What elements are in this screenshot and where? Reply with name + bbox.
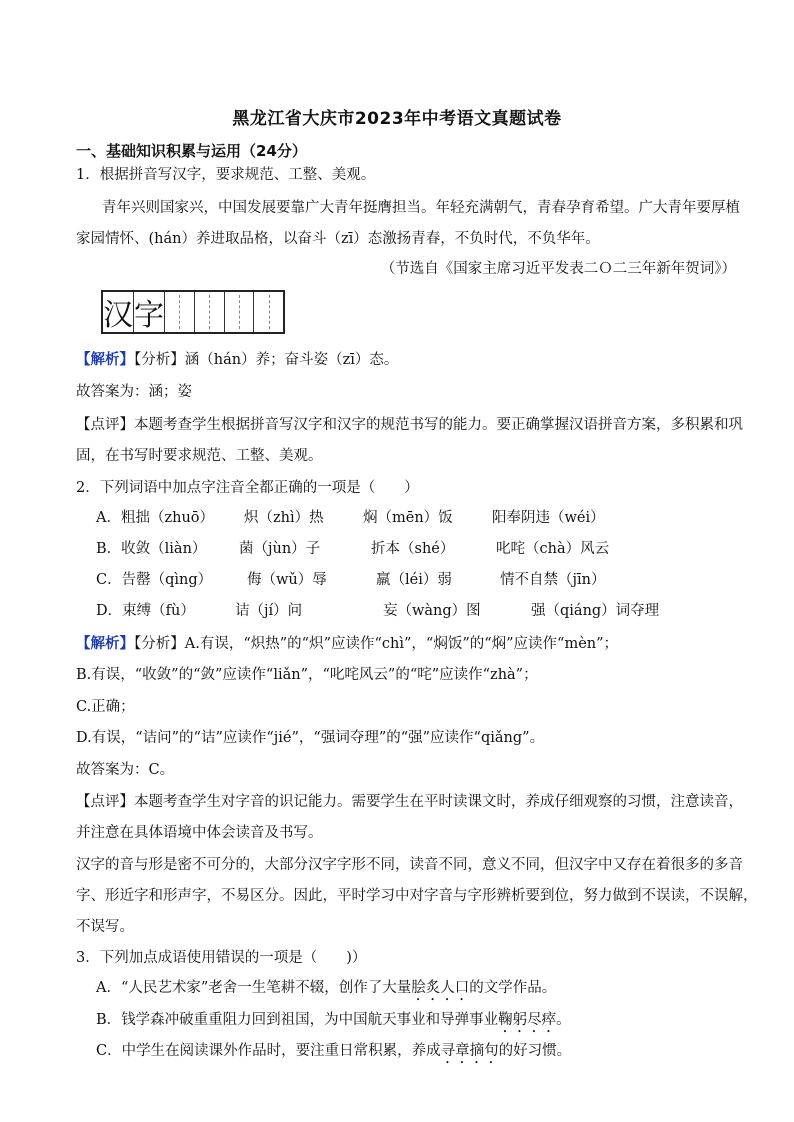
writing-grid [101,290,285,334]
grid-cell [225,292,255,332]
option-item: B．收敛（liàn） [96,541,207,557]
dotted-idiom: 寻章摘句 [440,1043,499,1059]
analysis-tag: 【解析】 [76,635,134,652]
analysis-tag: 【解析】 [76,351,134,368]
option-item: 焖（mēn）饭 [363,510,453,526]
option-text: A．“人民艺术家”老舍一生笔耕不辍，创作了大量 [96,980,412,996]
comment-text: 本题考查学生对字音的识记能力。需要学生在平时读课文时，养成仔细观察的习惯，注意读音， [134,794,743,810]
q2-analysis-line-2: B.有误，“收敛”的“敛”应读作“liǎn”，“叱咤风云”的“咤”应读作“zhà”； [76,667,538,683]
q1-stem: 1．根据拼音写汉字，要求规范、工整、美观。 [76,167,376,183]
grid-cell: 字 [134,292,165,332]
comment-text: 本题考查学生根据拼音写汉字和汉字的规范书写的能力。要正确掌握汉语拼音方案，多积累和巩 [134,417,743,433]
option-item: D．束缚（fù） [96,603,195,619]
comment-tag: 【点评】 [76,794,134,810]
option-item: 强（qiáng）词夺理 [531,603,660,619]
q1-answer: 故答案为：涵；姿 [76,384,192,400]
option-item: 妄（wàng）图 [383,603,481,619]
option-item: 菌（jùn）子 [239,541,321,557]
q1-passage-line-2: 家园情怀、(hán）养进取品格，以奋斗（zī）态激扬青春，不负时代，不负华年。 [76,231,600,247]
q2-comment-line-1 [76,792,743,812]
option-text: 的文学作品。 [469,980,557,996]
q2-comment-line-5: 不误写。 [76,919,134,935]
dotted-idiom: 脍炙人口 [411,980,470,996]
option-item: A．粗拙（zhuō） [96,510,215,526]
q2-analysis-line-1 [76,634,618,654]
analysis-text: 【分析】涵（hán）养；奋斗姿（zī）态。 [134,352,399,368]
option-text: 。 [556,1012,571,1028]
q2-stem: 2．下列词语中加点字注音全都正确的一项是（ ） [76,480,419,496]
q2-analysis-line-4: D.有误，“诘问”的“诘”应读作“jié”，“强词夺理”的“强”应读作“qiǎng”。 [76,730,545,746]
q3-option-c [96,1041,571,1067]
option-item: C．告罄（qìng） [96,572,213,588]
grid-cell [195,292,225,332]
q2-comment-line-4: 字、形近字和形声字，不易区分。因此，平时学习中对字音与字形辨析要到位，努力做到不误读，不误解， [76,888,758,904]
option-item: 炽（zhì）热 [244,510,324,526]
option-text: 的好习惯。 [498,1043,572,1059]
q1-analysis [76,350,398,370]
q1-source: （节选自《国家主席习近平发表二Ｏ二三年新年贺词》） [380,261,736,277]
q1-passage-line-1: 青年兴则国家兴，中国发展要靠广大青年挺膺担当。年轻充满朝气，青春孕育希望。广大青年要厚植 [102,200,740,216]
option-item: 阳奉阴违（wéi） [492,510,605,526]
q2-comment-line-3: 汉字的音与形是密不可分的，大部分汉字字形不同，读音不同，意义不同，但汉字中又存在着很多的多音 [76,857,743,873]
analysis-text: 【分析】A.有误，“炽热”的“炽”应读作“chì”，“焖饭”的“焖”应读作“mèn”； [134,636,619,652]
option-text: B．钱学森冲破重重阻力回到祖国，为中国航天事业和导弹事业 [96,1012,499,1028]
grid-cell [254,292,283,332]
q3-stem: 3．下列加点成语使用错误的一项是（ )） [76,950,367,966]
page-title: 黑龙江省大庆市2023年中考语文真题试卷 [232,109,562,129]
option-item: 羸（léi）弱 [376,572,452,588]
option-item: 情不自禁（jīn） [500,572,606,588]
q3-option-b [96,1010,571,1036]
option-item: 折本（shé） [371,541,455,557]
grid-cell [165,292,195,332]
q2-answer: 故答案为：C。 [76,762,175,778]
q3-option-a [96,978,556,1004]
q1-comment-line-2: 固，在书写时要求规范、工整、美观。 [76,448,323,464]
grid-cell: 汉 [103,292,134,332]
dotted-idiom: 鞠躬尽瘁 [498,1012,557,1028]
section-heading: 一、基础知识积累与运用（24分） [76,142,307,160]
option-item: 诘（jí）问 [235,603,303,619]
q1-comment-line-1 [76,415,743,435]
option-item: 侮（wǔ）辱 [247,572,327,588]
comment-tag: 【点评】 [76,417,134,433]
q2-comment-line-2: 并注意在具体语境中体会读音及书写。 [76,825,323,841]
q2-analysis-line-3: C.正确； [76,699,135,715]
option-item: 叱咤（chà）风云 [496,541,610,557]
option-text: C．中学生在阅读课外作品时，要注重日常积累，养成 [96,1043,441,1059]
